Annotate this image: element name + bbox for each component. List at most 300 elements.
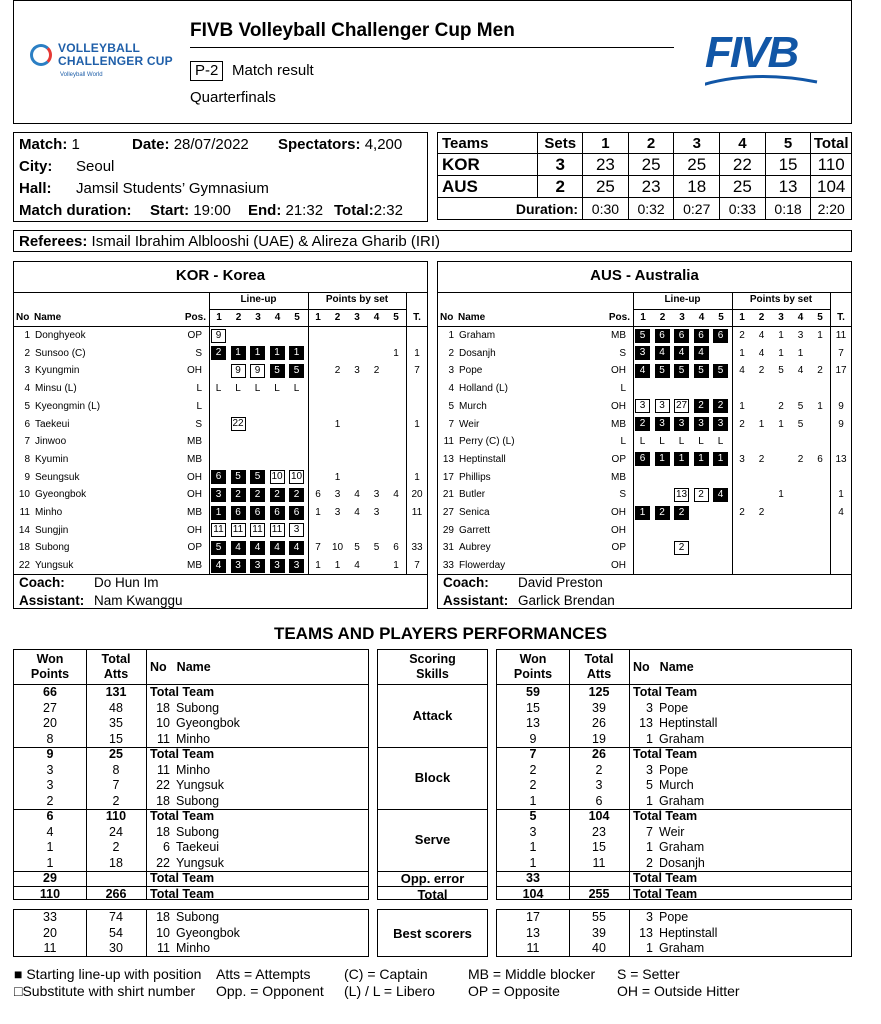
lineup-starting-position: 5	[270, 364, 285, 378]
score-header: Sets	[538, 133, 583, 154]
won-points: 7	[529, 747, 537, 761]
set-points: 4	[797, 365, 804, 377]
player-name: Kyeongmin (L)	[35, 400, 101, 412]
set-points: 1	[797, 347, 804, 359]
total-time: 2:32	[373, 202, 403, 219]
player-name: Yungsuk	[35, 560, 74, 572]
attempts: 26	[592, 747, 606, 761]
team-title: KOR - Korea	[175, 267, 266, 284]
lineup-starting-position: 3	[211, 488, 226, 502]
player-number: 3	[448, 365, 454, 377]
player-name: Garrett	[459, 524, 491, 536]
skill-label: Opp. error	[400, 871, 465, 886]
referees-label: Referees:	[19, 233, 88, 250]
legend-op: OP = Opposite	[468, 983, 560, 999]
lineup-substitute: 3	[289, 523, 304, 537]
total-header: Total	[101, 652, 131, 666]
end-time: 21:32	[285, 202, 324, 219]
lineup-starting-position: 5	[713, 364, 728, 378]
player-number: 2	[646, 855, 653, 870]
set-points: 5	[354, 542, 360, 554]
referees-box	[13, 230, 852, 252]
player-number: 11	[157, 731, 170, 746]
player-position: S	[619, 489, 626, 501]
no-header: No	[633, 660, 650, 674]
lineup-substitute: 11	[211, 523, 226, 537]
duration-label: Match duration:	[19, 202, 132, 219]
name-header: Name	[34, 312, 62, 323]
won-points: 3	[46, 778, 54, 792]
points-header: Points	[30, 667, 70, 681]
lineup-starting-position: 2	[211, 346, 226, 360]
points-set-header: 2	[758, 312, 765, 323]
score-header: 5	[765, 133, 811, 154]
player-position: OH	[187, 471, 202, 483]
lineup-starting-position: 3	[655, 417, 670, 431]
set-duration: 0:33	[720, 198, 766, 220]
best-attempts: 55	[592, 910, 606, 924]
player-name: Gyeongbok	[35, 489, 87, 501]
points-set-header: 1	[739, 312, 745, 323]
player-name: Graham	[659, 793, 705, 808]
scoring-skills-header	[378, 652, 487, 682]
lineup-starting-position: 1	[250, 346, 265, 360]
lineup-starting-position: 6	[655, 329, 670, 343]
total-points: 7	[414, 560, 420, 572]
lineup-substitute: 10	[290, 471, 303, 483]
attempts: 3	[595, 778, 603, 792]
lineup-starting-position: 1	[674, 452, 689, 466]
column-rule	[732, 292, 733, 574]
player-number: 18	[156, 700, 170, 715]
player-name: Dosanjh	[459, 347, 496, 359]
set-points: 6	[817, 453, 823, 465]
team-code: KOR	[438, 154, 538, 176]
set-score: 18	[674, 176, 720, 198]
lineup-starting-position: 6	[713, 329, 728, 343]
attempts: 35	[109, 716, 123, 730]
player-name: Senica	[459, 507, 490, 518]
set-points: 2	[739, 418, 745, 430]
hall-label: Hall:	[19, 180, 52, 197]
player-position: S	[195, 418, 202, 430]
points-set-header: 5	[817, 312, 823, 323]
lineup-starting-position: 6	[250, 506, 265, 520]
performances-title: TEAMS AND PLAYERS PERFORMANCES	[273, 624, 608, 643]
hall: Jamsil Students’ Gymnasium	[76, 180, 269, 197]
set-points: 2	[778, 400, 784, 412]
lineup-set-header: 5	[294, 312, 300, 323]
set-points: 2	[373, 365, 380, 377]
total-points: 33	[411, 542, 423, 554]
player-number: 5	[24, 400, 30, 412]
set-points: 1	[393, 347, 399, 359]
player-number: 1	[646, 840, 653, 854]
points-set-header: 2	[334, 312, 341, 323]
best-scorers-label: Best scorers	[393, 925, 472, 941]
player-name: Total Team	[150, 685, 215, 699]
player-name: Taekeui	[35, 418, 70, 430]
player-position: OH	[187, 524, 202, 536]
best-points: 11	[43, 941, 57, 955]
sets-won: 3	[538, 154, 583, 176]
player-number: 7	[646, 824, 653, 839]
player-name: Total Team	[150, 747, 215, 761]
lineup-starting-position: 2	[635, 417, 650, 431]
legend-mb: MB = Middle blocker	[468, 966, 596, 982]
won-points: 29	[43, 871, 57, 885]
city: Seoul	[76, 158, 115, 175]
page-title: FIVB Volleyball Challenger Cup Men	[190, 20, 515, 41]
set-points: 3	[797, 330, 804, 341]
player-name: Subong	[35, 542, 70, 554]
lineup-starting-position: 1	[289, 346, 304, 360]
player-name: Butler	[459, 489, 486, 501]
player-name: Donghyeok	[35, 330, 86, 341]
total-points: 1	[838, 489, 844, 501]
lineup-starting-position: 5	[289, 364, 304, 378]
set-score: 25	[674, 154, 720, 176]
player-name: Minho	[176, 731, 211, 746]
points-by-set-header: Points by set	[325, 294, 389, 305]
player-name: Graham	[659, 840, 705, 854]
pos-header: Pos.	[608, 312, 630, 323]
total-label: Total:	[334, 202, 374, 219]
set-score: 13	[765, 176, 811, 198]
player-number: 22	[156, 855, 170, 870]
lineup-starting-position: 2	[289, 488, 304, 502]
skill-label: Serve	[414, 832, 451, 847]
score-row-kor	[438, 154, 852, 176]
set-points: 2	[797, 453, 804, 465]
set-points: 7	[315, 542, 321, 554]
lineup-substitute: 2	[694, 488, 709, 502]
volleyball-icon	[30, 44, 52, 66]
column-rule	[209, 292, 210, 574]
player-name: Yungsuk	[176, 855, 224, 870]
lineup-header: Line-up	[664, 294, 701, 305]
pos-header: Pos.	[184, 312, 206, 323]
attempts: 104	[588, 809, 610, 823]
set-points: 4	[354, 489, 360, 501]
player-number: 13	[639, 716, 653, 730]
lineup-substitute: 9	[211, 329, 226, 343]
lineup-set-header: 3	[679, 312, 685, 323]
player-name: Pope	[459, 365, 483, 377]
lineup-starting-position: 1	[655, 452, 670, 466]
attempts: 2	[595, 762, 603, 777]
lineup-starting-position: 6	[635, 452, 650, 466]
set-points: 5	[373, 542, 380, 554]
points-set-header: 5	[393, 312, 399, 323]
lineup-starting-position: 2	[674, 506, 689, 520]
best-points: 11	[526, 941, 540, 955]
won-points: 33	[526, 871, 540, 885]
total-points: 13	[835, 453, 847, 465]
set-points: 3	[354, 365, 360, 377]
rows-rule	[14, 326, 427, 327]
player-name: Subong	[176, 793, 220, 808]
player-position: MB	[611, 330, 626, 341]
skills-header: Skills	[416, 667, 449, 681]
player-position: OP	[187, 542, 202, 554]
lineup-starting-position: 4	[250, 541, 265, 555]
total-duration: 2:20	[811, 198, 852, 220]
won-points: 9	[529, 731, 537, 746]
lineup-starting-position: 1	[635, 506, 650, 520]
set-points: 2	[334, 365, 341, 377]
player-name: Heptinstall	[459, 453, 506, 465]
won-points: 5	[529, 809, 537, 823]
total-points: 11	[411, 507, 423, 518]
set-points: 3	[334, 507, 341, 518]
legend-atts: Atts = Attempts	[216, 966, 311, 982]
no-header: No	[150, 660, 167, 674]
attempts: 2	[112, 793, 120, 808]
score-header: 1	[583, 133, 629, 154]
player-name: Murch	[459, 400, 487, 412]
player-name: Flowerday	[459, 560, 506, 572]
player-number: 22	[18, 560, 30, 572]
player-position: L	[620, 436, 626, 448]
won-points: 1	[46, 840, 54, 854]
set-points: 3	[739, 453, 745, 465]
player-name: Kyungmin	[35, 365, 80, 377]
won-points: 2	[46, 793, 54, 808]
lineup-starting-position: 2	[713, 399, 728, 413]
set-duration: 0:18	[765, 198, 811, 220]
won-header: Won	[519, 652, 547, 666]
player-number: 6	[24, 418, 30, 430]
set-points: 1	[334, 560, 341, 572]
player-name: Total Team	[150, 809, 215, 823]
attempts: 48	[109, 700, 123, 715]
player-name: Subong	[176, 824, 220, 839]
title-rule	[190, 47, 674, 48]
kor-lineup-panel	[13, 261, 428, 609]
attempts: 26	[592, 716, 606, 730]
lineup-starting-position: 3	[270, 559, 285, 573]
kor-best-scorers	[13, 909, 369, 957]
column-rule	[629, 910, 630, 956]
player-number: 8	[24, 453, 30, 465]
total-points: 7	[838, 347, 844, 359]
best-points: 17	[526, 910, 540, 924]
lineup-starting-position: 3	[635, 346, 650, 360]
total-points: 1	[414, 347, 420, 359]
set-score: 15	[765, 154, 811, 176]
set-points: 1	[315, 560, 321, 572]
set-points: 4	[393, 489, 399, 501]
score-header: Teams	[438, 133, 538, 154]
total-points: 9	[838, 400, 844, 412]
total-atts-header	[86, 652, 146, 682]
name-header: Name	[458, 312, 486, 323]
player-number: 10	[156, 716, 170, 730]
lineup-starting-position: 1	[211, 506, 226, 520]
player-number: 4	[24, 383, 30, 395]
legend-substitute: □Substitute with shirt number	[14, 983, 196, 999]
total-points: 20	[411, 489, 423, 501]
lineup-starting-position: 6	[694, 329, 709, 343]
lineup-starting-position: 4	[655, 346, 670, 360]
column-rule	[830, 292, 831, 574]
player-number: 18	[156, 793, 170, 808]
assistant-label: Assistant:	[19, 593, 85, 608]
player-name: Sungjin	[35, 524, 69, 536]
set-duration: 0:32	[628, 198, 674, 220]
set-points: 1	[778, 330, 784, 341]
column-rule	[629, 650, 630, 899]
player-position: MB	[187, 453, 202, 465]
challenger-cup-logo	[30, 42, 180, 82]
best-player-number: 13	[639, 925, 653, 940]
lineup-starting-position: 4	[694, 346, 709, 360]
attempts: 11	[592, 855, 606, 870]
best-scorers-box	[377, 909, 488, 957]
player-number: 18	[18, 542, 30, 554]
subheader-rule	[633, 309, 830, 310]
best-player-number: 1	[646, 941, 653, 955]
best-attempts: 39	[592, 925, 606, 940]
lineup-substitute: 11	[250, 523, 265, 537]
attempts: 131	[105, 685, 127, 699]
player-number: 22	[156, 778, 170, 792]
player-position: OH	[611, 560, 626, 572]
set-points: 1	[315, 507, 321, 518]
player-name: Gyeongbok	[176, 716, 240, 730]
player-name: Total Team	[633, 886, 698, 901]
player-name: Seungsuk	[35, 471, 80, 483]
lineup-starting-position: 4	[635, 364, 650, 378]
player-name: Sunsoo (C)	[35, 347, 86, 359]
lineup-header: Line-up	[240, 294, 277, 305]
doc-code: P-2	[190, 61, 223, 81]
player-position: L	[620, 383, 626, 395]
player-number: 18	[156, 824, 170, 839]
lineup-starting-position: 6	[270, 506, 285, 520]
lineup-set-header: 4	[274, 312, 281, 323]
score-header: 4	[720, 133, 766, 154]
lineup-starting-position: 3	[289, 559, 304, 573]
set-points: 6	[315, 489, 321, 501]
lineup-starting-position: 1	[713, 452, 728, 466]
set-score: 23	[628, 176, 674, 198]
lineup-starting-position: 5	[674, 364, 689, 378]
won-points: 104	[522, 886, 544, 901]
player-name: Total Team	[633, 809, 698, 823]
legend-starting: ■ Starting line-up with position	[14, 966, 202, 982]
total-score: 104	[811, 176, 852, 198]
best-player-name: Subong	[176, 910, 220, 924]
name-header: Name	[176, 660, 211, 674]
lineup-set-header: 3	[255, 312, 261, 323]
atts-header: Atts	[586, 667, 612, 681]
set-points: 2	[739, 507, 745, 518]
best-player-name: Pope	[659, 910, 689, 924]
player-name: Subong	[176, 700, 220, 715]
won-points: 59	[526, 685, 540, 699]
player-number: 9	[24, 471, 30, 483]
set-points: 3	[373, 507, 380, 518]
total-points: 11	[835, 330, 847, 341]
attempts: 125	[588, 685, 610, 699]
attempts: 110	[105, 809, 127, 823]
attempts: 266	[105, 886, 127, 901]
attempts: 2	[112, 840, 120, 854]
player-name: Heptinstall	[659, 716, 718, 730]
set-duration: 0:27	[674, 198, 720, 220]
attempts: 8	[112, 762, 120, 777]
set-points: 6	[393, 542, 399, 554]
won-points: 3	[529, 824, 537, 839]
column-rule	[308, 292, 309, 574]
set-points: 4	[758, 347, 765, 359]
lineup-starting-position: 5	[231, 470, 246, 484]
lineup-libero: L	[678, 435, 685, 447]
legend-setter: S = Setter	[617, 966, 680, 982]
player-position: OH	[187, 489, 202, 501]
lineup-substitute: 13	[675, 488, 688, 500]
points-set-header: 4	[797, 312, 804, 323]
player-number: 5	[646, 778, 653, 792]
lineup-libero: L	[698, 435, 704, 447]
lineup-substitute: 3	[655, 399, 670, 413]
legend-libero: (L) / L = Libero	[344, 983, 435, 999]
set-score: 25	[583, 176, 629, 198]
player-number: 4	[448, 383, 454, 395]
player-name: Total Team	[633, 871, 698, 885]
won-points: 13	[526, 716, 540, 730]
player-position: MB	[611, 418, 626, 430]
fivb-swoosh-icon	[705, 28, 825, 96]
won-points: 2	[529, 778, 537, 792]
attempts: 23	[592, 824, 606, 839]
player-number: 1	[646, 793, 653, 808]
lineup-substitute: 9	[231, 364, 246, 378]
column-rule	[146, 650, 147, 899]
set-points: 3	[334, 489, 341, 501]
lineup-starting-position: 1	[270, 346, 285, 360]
attempts: 18	[109, 855, 123, 870]
lineup-libero: L	[274, 382, 280, 394]
kor-performance-table	[13, 649, 369, 900]
set-points: 1	[817, 330, 823, 341]
won-points: 66	[43, 685, 57, 699]
won-points: 20	[43, 716, 57, 730]
lineup-starting-position: 4	[289, 541, 304, 555]
player-name: Total Team	[150, 871, 215, 885]
player-position: OH	[611, 400, 626, 412]
player-number: 33	[442, 560, 454, 572]
set-points: 2	[758, 365, 765, 377]
scoring-header: Scoring	[409, 652, 456, 666]
lineup-substitute: 2	[674, 541, 689, 555]
attempts: 255	[588, 886, 610, 901]
set-score: 23	[583, 154, 629, 176]
points-set-header: 1	[315, 312, 321, 323]
set-points: 1	[334, 418, 341, 430]
attempts: 15	[109, 731, 123, 746]
player-position: MB	[187, 436, 202, 448]
lineup-set-header: 2	[235, 312, 242, 323]
lineup-set-header: 2	[659, 312, 666, 323]
player-name: Weir	[659, 824, 685, 839]
doc-type: Match result	[232, 62, 314, 79]
start-time: 19:00	[193, 202, 231, 219]
points-set-header: 3	[354, 312, 360, 323]
best-attempts: 30	[109, 941, 123, 955]
